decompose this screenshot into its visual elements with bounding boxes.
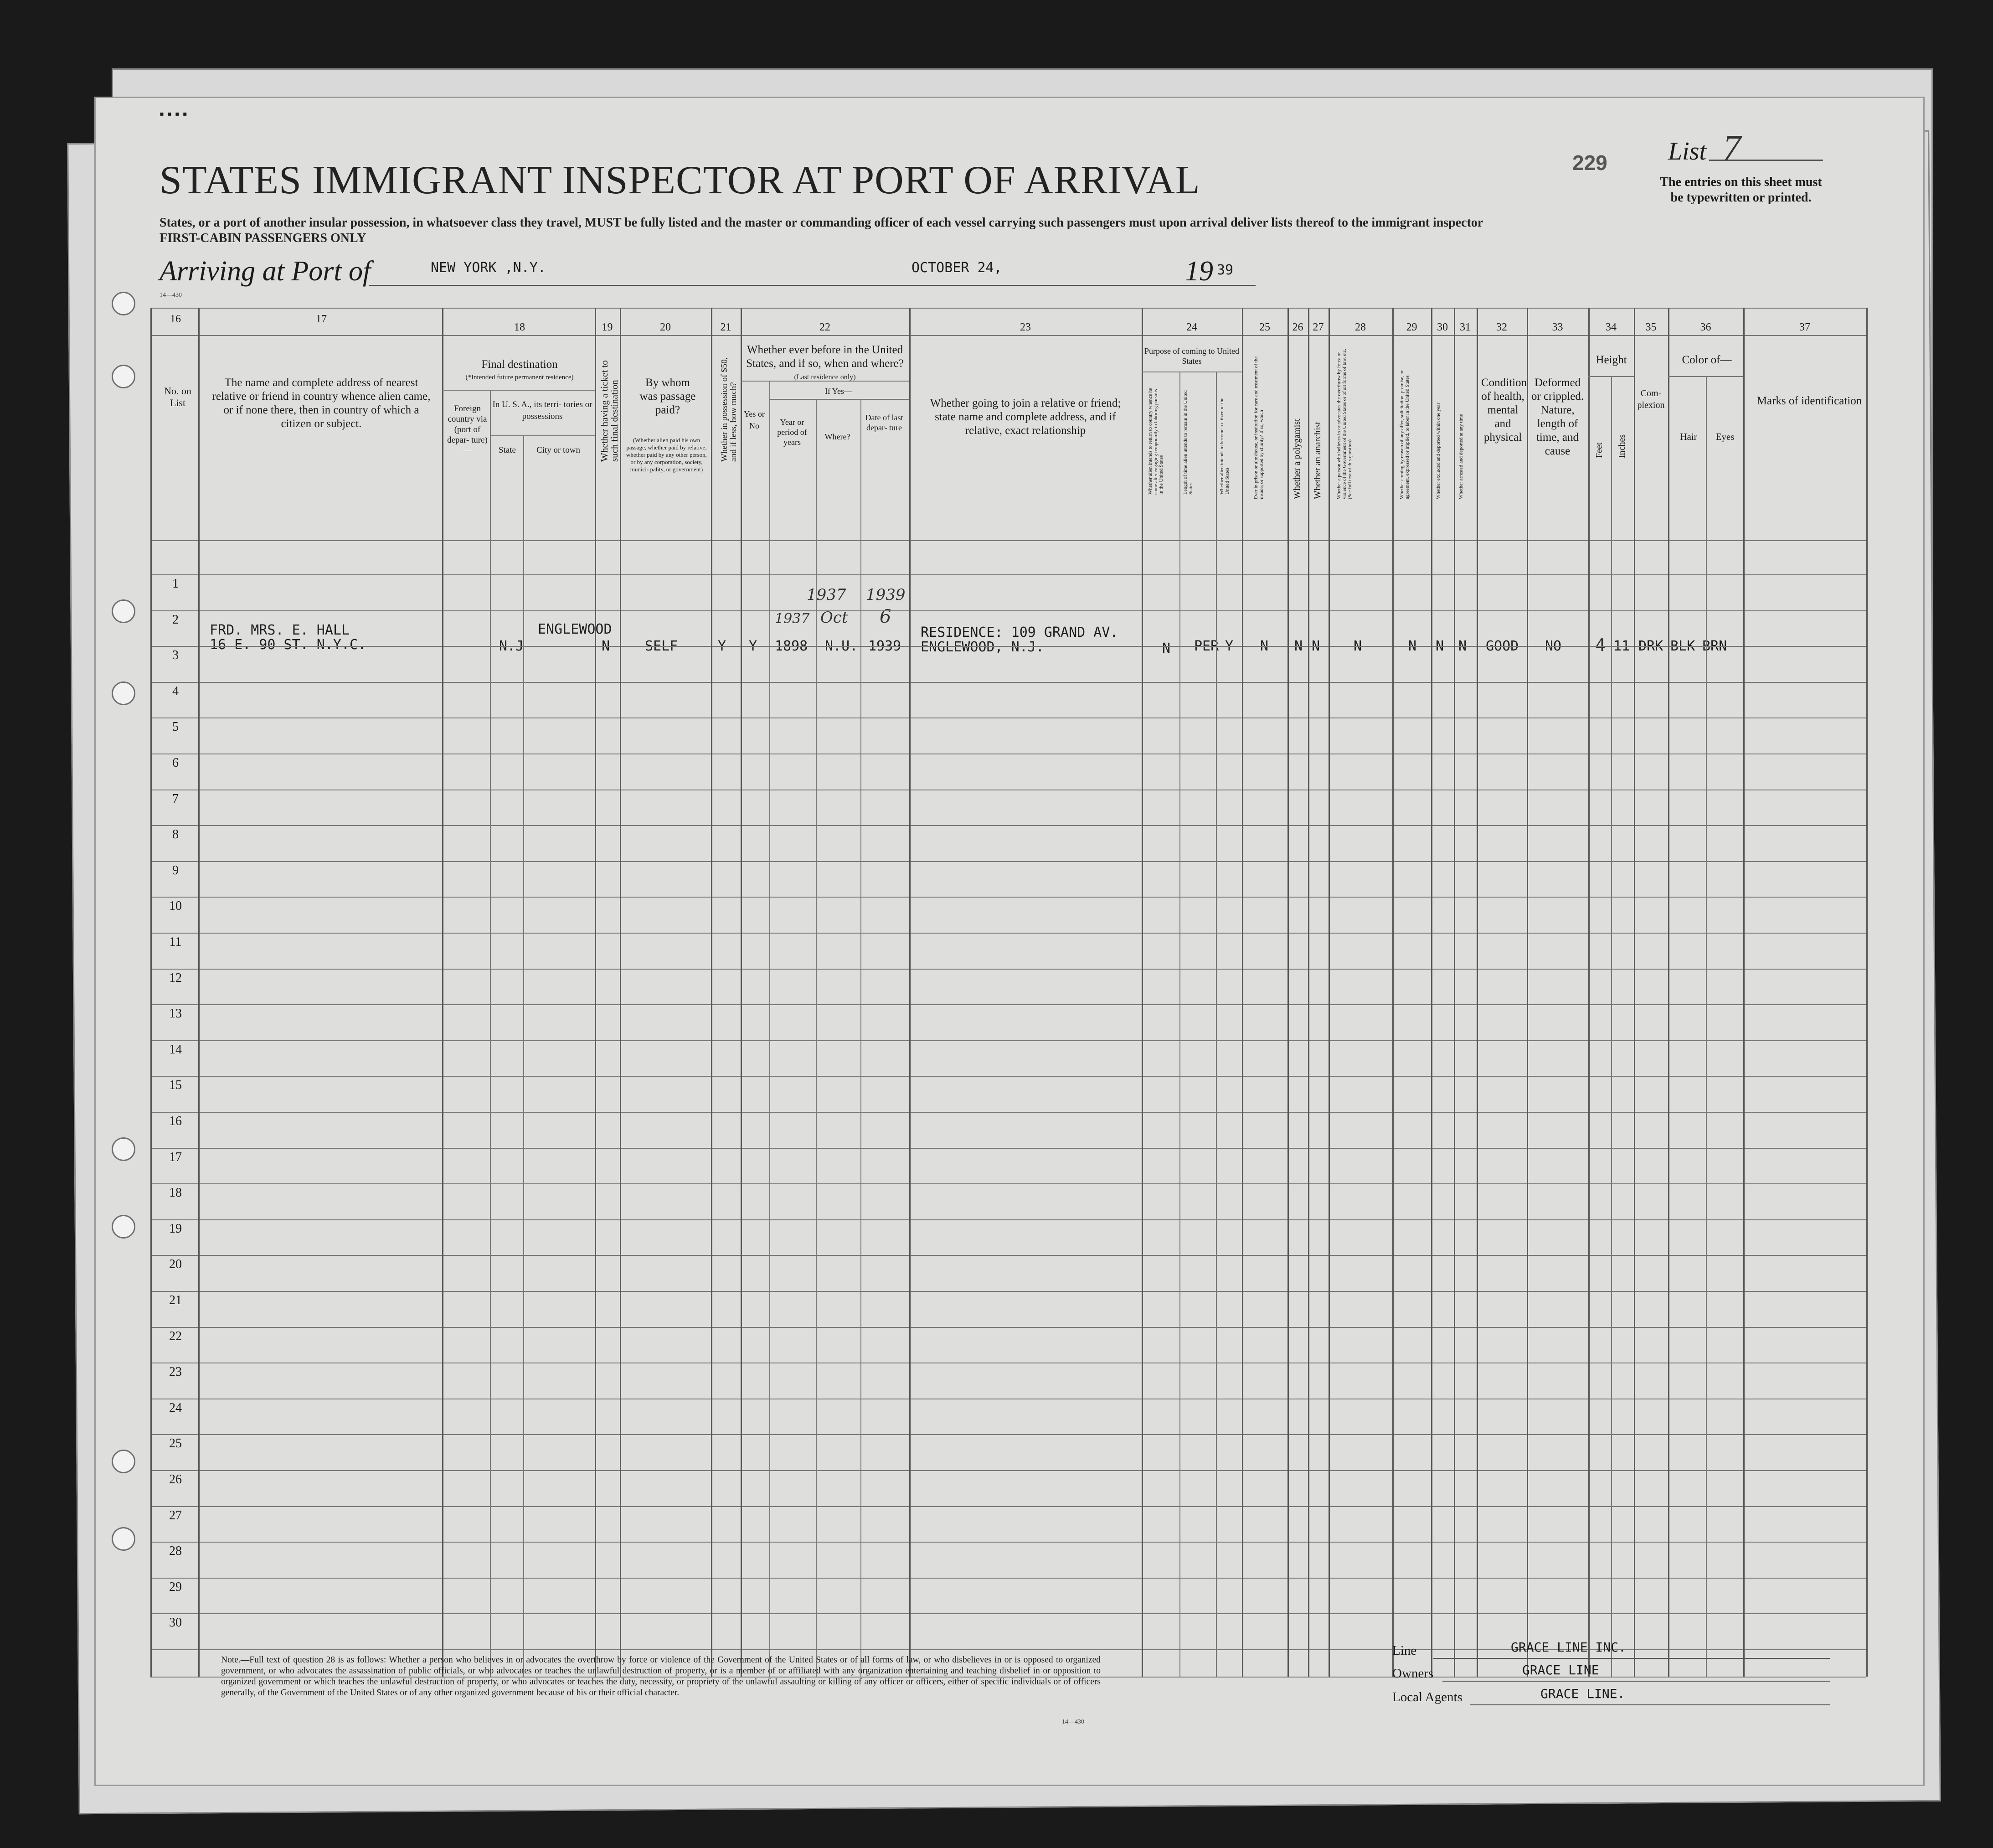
grid-hline (442, 390, 595, 391)
header-polygamist: Whether a polygamist (1292, 418, 1302, 499)
header-complexion: Com- plexion (1637, 388, 1665, 410)
grid-hline (150, 1040, 1866, 1041)
grid-hline (150, 1470, 1866, 1471)
grid-vline (150, 308, 152, 1677)
owners-underline (1442, 1681, 1830, 1682)
header-hair: Hair (1680, 431, 1697, 442)
row-number: 11 (169, 935, 182, 949)
grid-vline (1866, 308, 1868, 1677)
header-usa: In U. S. A., its terri- tories or possessions (492, 400, 592, 421)
before-yes-no: Y (749, 638, 757, 654)
header-no-on-list: No. on List (164, 385, 191, 408)
row-number: 23 (169, 1365, 182, 1379)
col-num: 27 (1313, 321, 1324, 333)
join-relative-line1: RESIDENCE: 109 GRAND AV. (921, 625, 1118, 640)
grid-vline (198, 308, 200, 1677)
owners-label: Owners (1392, 1666, 1434, 1681)
arriving-label: Arriving at Port of (160, 256, 371, 287)
grid-hline (150, 825, 1866, 826)
grid-vline (1179, 372, 1180, 1677)
grid-hline (769, 399, 909, 400)
header-50-dollars: Whether in possession of $50, and if less, how much? (720, 357, 738, 462)
row-number: 18 (169, 1186, 182, 1200)
grid-vline (1242, 308, 1243, 1677)
row-number: 15 (169, 1078, 182, 1093)
col-num: 36 (1700, 321, 1711, 333)
col-num: 20 (660, 321, 671, 333)
grid-vline (1611, 376, 1612, 1677)
grid-vline (741, 308, 742, 1677)
row-number: 27 (169, 1508, 182, 1523)
row-number: 24 (169, 1400, 182, 1415)
row-number: 4 (172, 684, 179, 698)
grid-vline (1142, 308, 1143, 1677)
year-prefix: 19 (1185, 256, 1213, 287)
grid-hline (1668, 376, 1743, 377)
sheet-number: 229 (1572, 151, 1607, 175)
grid-vline (1527, 308, 1528, 1677)
offer-value: N (1408, 638, 1417, 654)
ticket-value: N (602, 638, 610, 654)
first-cabin-label: FIRST-CABIN PASSENGERS ONLY (160, 231, 366, 245)
grid-hline (150, 1004, 1866, 1005)
height-feet-value: 4 (1595, 635, 1606, 655)
grid-vline (769, 381, 770, 1677)
grid-vline (523, 435, 524, 1677)
header-before-in-us-sub: (Last residence only) (794, 373, 856, 381)
header-where: Where? (824, 432, 850, 441)
header-feet: Feet (1594, 442, 1604, 458)
header-final-destination: Final destination (481, 358, 558, 371)
line-underline (1433, 1658, 1830, 1659)
typewritten-notice: The entries on this sheet must be typewritten or printed. (1660, 175, 1822, 205)
header-ticket: Whether having a ticket to such final destination (599, 360, 620, 462)
grid-hline (150, 1183, 1866, 1184)
col-num: 33 (1552, 321, 1563, 333)
row-number: 10 (169, 899, 182, 914)
punch-hole (112, 1215, 135, 1239)
form-code-bottom: 14—430 (1062, 1719, 1084, 1725)
grid-vline (711, 308, 712, 1677)
header-purpose-length: Length of time alien intends to remain in the United States (1183, 390, 1194, 495)
col-num: 30 (1437, 321, 1448, 333)
grid-vline (595, 308, 596, 1677)
grid-vline (909, 308, 911, 1677)
grid-vline (1588, 308, 1590, 1677)
agents-label: Local Agents (1392, 1690, 1463, 1704)
grid-vline (860, 399, 861, 1677)
grid-hline (150, 1506, 1866, 1507)
agents-underline (1470, 1704, 1830, 1705)
header-offer: Whether coming by reason of any offer, solicitation, promise, or agreement, expressed or implied, to labor in the United States (1399, 370, 1410, 499)
col-num: 26 (1292, 321, 1303, 333)
grid-vline (1706, 376, 1707, 1677)
row-number: 26 (169, 1472, 182, 1487)
col-num: 19 (602, 321, 613, 333)
before-where: N.U. (825, 638, 858, 654)
grid-vline (1216, 372, 1217, 1677)
grid-hline (150, 897, 1866, 898)
grid-hline (150, 1434, 1866, 1435)
row-number: 7 (172, 791, 179, 806)
agents-value: GRACE LINE. (1540, 1686, 1625, 1701)
grid-hline (490, 435, 595, 436)
line-value: GRACE LINE INC. (1511, 1640, 1626, 1655)
grid-hline (150, 1255, 1866, 1256)
grid-hline (150, 861, 1866, 862)
row-number: 13 (169, 1007, 182, 1021)
grid-hline (741, 381, 909, 382)
complexion-value: DRK (1638, 638, 1663, 654)
header-deformed: Deformed or crippled. Nature, length of time, and cause (1531, 377, 1584, 457)
header-excluded: Whether excluded and deported within one year (1436, 403, 1441, 499)
deformed-value: NO (1545, 638, 1562, 654)
anarchist-value: N (1312, 638, 1320, 654)
header-foreign-country: Foreign country via (port of depar- ture)— (447, 404, 488, 455)
grid-hline (150, 335, 1866, 336)
prison-value: N (1260, 638, 1269, 654)
col-num: 24 (1186, 321, 1197, 333)
punch-hole (112, 365, 135, 388)
handwritten-year-top: 1937 (807, 586, 846, 604)
join-relative-line2: ENGLEWOOD, N.J. (921, 639, 1044, 655)
header-purpose: Purpose of coming to United States (1144, 346, 1239, 366)
header-passage-paid: By whom was passage paid? (639, 377, 696, 416)
grid-hline (150, 1542, 1866, 1543)
row-number: 29 (169, 1580, 182, 1594)
grid-hline (150, 1613, 1866, 1614)
footnote-question-28: Note.—Full text of question 28 is as follows: Whether a person who believes in or advocates the overthrow by force or violence of the Government of the United States or of all forms of law, or who disbelieves in or is opposed to organized government, or who advocates the assassination of public officials, or who advocates or teaches the unlawful destruction of property, or is a member of or affiliated with any organization entertaining and teaching disbelief in or opposition to organized government or which teaches the unlawful destruction of property, or who advocates or teaches the duty, necessity, or propriety of the unlawful assaulting or killing of any officer or officers, either of specific individuals or of officers generally, of the Government of the United States or of any other organized government because of his or their official character. (221, 1655, 1101, 1698)
handwritten-date-top: 1939 (866, 586, 906, 604)
header-if-yes: If Yes— (824, 387, 852, 396)
grid-hline (150, 574, 1866, 575)
grid-vline (1454, 308, 1455, 1677)
col-num: 23 (1020, 321, 1031, 333)
form-code-top: 14—430 (160, 292, 182, 299)
header-overthrow: Whether a person who believes in or advocates the overthrow by force or violence of the Government of the United States or of all forms of law, etc. (See full text of this question) (1336, 349, 1353, 499)
relative-name: FRD. MRS. E. HALL (210, 622, 350, 638)
has-50-value: Y (718, 638, 726, 654)
owners-value: GRACE LINE (1522, 1662, 1599, 1678)
handwritten-where-mid: Oct (820, 609, 848, 627)
header-yes-no: Yes or No (744, 409, 765, 430)
header-prison: Ever in prison or almshouse, or institution for care and treatment of the insane, or supported by charity? If so, which (1253, 356, 1264, 499)
excluded-value: N (1436, 638, 1444, 654)
header-height: Height (1596, 354, 1627, 366)
punch-hole (112, 1527, 135, 1551)
grid-hline (1588, 376, 1634, 377)
col-num: 21 (720, 321, 731, 333)
grid-vline (1743, 308, 1745, 1677)
row-number: 20 (169, 1257, 182, 1272)
grid-hline (150, 610, 1866, 611)
row-number: 2 (172, 612, 179, 627)
row-number: 9 (172, 863, 179, 878)
header-year: Year or period of years (777, 418, 807, 447)
date-value: OCTOBER 24, (912, 260, 1002, 276)
row-number: 21 (169, 1293, 182, 1307)
header-marks: Marks of identification (1756, 395, 1862, 407)
row-number: 8 (172, 827, 179, 842)
arrested-value: N (1458, 638, 1467, 654)
grid-vline (1477, 308, 1478, 1677)
before-year: 1898 (775, 638, 808, 654)
line-label: Line (1392, 1643, 1417, 1658)
row-number: 25 (169, 1436, 182, 1451)
passage-paid-value: SELF (645, 638, 678, 654)
purpose-length: PER (1194, 638, 1219, 654)
grid-hline (150, 1327, 1866, 1328)
row-number: 28 (169, 1544, 182, 1559)
col-num: 32 (1496, 321, 1507, 333)
grid-vline (1668, 308, 1669, 1677)
row-number: 16 (169, 1114, 182, 1128)
col-num: 28 (1355, 321, 1366, 333)
list-value: 7 (1723, 128, 1741, 168)
punch-hole (112, 1450, 135, 1473)
row-number: 6 (172, 756, 179, 770)
grid-hline (150, 1291, 1866, 1292)
col-num: 18 (514, 321, 525, 333)
year-suffix: 39 (1217, 262, 1234, 278)
grid-vline (442, 308, 443, 1677)
col-num: 16 (170, 313, 181, 325)
punch-hole (112, 292, 135, 315)
purpose-citizen: Y (1225, 638, 1234, 654)
grid-vline (1392, 308, 1394, 1677)
punch-hole (112, 681, 135, 705)
col-num: 37 (1799, 321, 1810, 333)
grid-vline (816, 399, 817, 1677)
manifest-sheet (96, 98, 1923, 1785)
header-city: City or town (536, 445, 581, 455)
punch-hole (112, 599, 135, 623)
grid-hline (150, 933, 1866, 934)
header-health: Condition of health, mental and physical (1481, 377, 1527, 444)
header-color-of: Color of— (1682, 354, 1732, 366)
col-num: 29 (1406, 321, 1417, 333)
grid-hline (150, 1076, 1866, 1077)
edge-marks: ▪ ▪ ▪ ▪ (160, 107, 187, 121)
height-inches-value: 11 (1613, 638, 1630, 654)
header-passage-paid-sub: (Whether alien paid his own passage, whether paid by relative, whether paid by any other person, or by any corporation, society, munici- pality, or government) (626, 437, 707, 473)
row-number: 17 (169, 1150, 182, 1164)
grid-vline (490, 390, 491, 1677)
grid-hline (150, 540, 1866, 541)
grid-hline (150, 646, 1866, 647)
eyes-value: BRN (1702, 638, 1727, 654)
header-last-departure: Date of last depar- ture (865, 413, 903, 432)
header-purpose-citizen: Whether alien intends to become a citizen of the United States (1219, 397, 1230, 495)
grid-vline (1329, 308, 1330, 1677)
col-num: 31 (1460, 321, 1471, 333)
purpose-return: N (1162, 640, 1171, 656)
col-num: 22 (819, 321, 830, 333)
header-join-relative: Whether going to join a relative or friend; state name and complete address, and if relative, exact relationship (930, 397, 1121, 437)
grid-hline (150, 1219, 1866, 1220)
col-num: 34 (1606, 321, 1617, 333)
row-number: 19 (169, 1221, 182, 1236)
header-final-destination-sub: (*Intended future permanent residence) (465, 374, 574, 381)
grid-hline (150, 1112, 1866, 1113)
row-number: 5 (172, 720, 179, 734)
row-number: 3 (172, 648, 179, 663)
grid-vline (1431, 308, 1432, 1677)
header-purpose-return: Whether alien intends to return to country whence he came after engaging temporarily in laboring pursuits in the United States (1148, 388, 1164, 495)
row-number: 12 (169, 970, 182, 985)
row-number: 14 (169, 1042, 182, 1057)
header-anarchist: Whether an anarchist (1313, 422, 1323, 499)
last-departure: 1939 (868, 638, 901, 654)
port-value: NEW YORK ,N.Y. (431, 260, 546, 276)
handwritten-date-mid: 6 (880, 606, 891, 627)
grid-vline (1287, 308, 1289, 1677)
col-num: 25 (1259, 321, 1270, 333)
punch-hole (112, 1137, 135, 1161)
hair-value: BLK (1670, 638, 1695, 654)
header-relative-address: The name and complete address of nearest relative or friend in country whence alien came, or if none there, then in country of which a citizen or subject. (212, 377, 431, 430)
list-label: List (1668, 137, 1707, 165)
grid-hline (150, 1148, 1866, 1149)
grid-vline (620, 308, 621, 1677)
relative-address: 16 E. 90 ST. N.Y.C. (210, 637, 366, 653)
row-number: 30 (169, 1616, 182, 1630)
header-eyes: Eyes (1715, 431, 1735, 442)
form-title: STATES IMMIGRANT INSPECTOR AT PORT OF ARRIVAL (160, 158, 1200, 202)
dest-city: ENGLEWOOD (538, 621, 612, 637)
row-number: 22 (169, 1329, 182, 1343)
grid-vline (1634, 308, 1635, 1677)
dest-state: N.J (499, 638, 524, 654)
overthrow-value: N (1354, 638, 1362, 654)
handwritten-year-mid: 1937 (775, 611, 810, 627)
grid-vline (1308, 308, 1309, 1677)
col-num: 35 (1645, 321, 1657, 333)
form-subtitle: States, or a port of another insular possession, in whatsoever class they travel, MUST be fully listed and the master or commanding officer of each vessel carrying such passengers must upon arrival deliver lists thereof to the immigrant inspector (160, 216, 1483, 230)
header-before-in-us: Whether ever before in the United States, and if so, when and where? (746, 344, 904, 370)
grid-hline (150, 682, 1866, 683)
health-value: GOOD (1486, 638, 1519, 654)
polygamist-value: N (1294, 638, 1303, 654)
grid-hline (150, 1578, 1866, 1579)
header-inches: Inches (1617, 434, 1627, 458)
header-arrested: Whether arrested and deported at any time (1458, 414, 1464, 499)
col-num: 17 (316, 313, 327, 325)
row-number: 1 (172, 577, 179, 591)
grid-hline (150, 308, 1866, 309)
header-state: State (499, 445, 516, 455)
grid-hline (150, 969, 1866, 970)
